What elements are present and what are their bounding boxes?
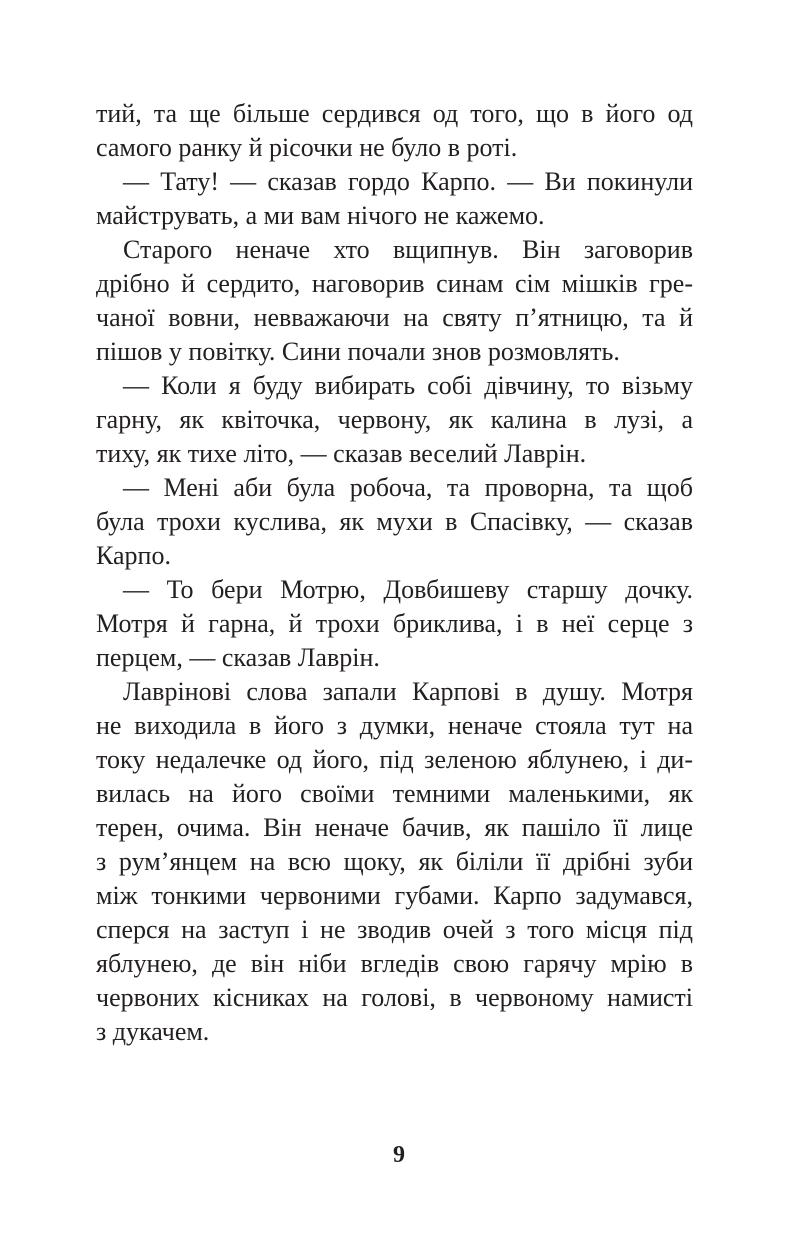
page-text: [96, 97, 693, 1049]
paragraph: [96, 165, 693, 233]
text-line: з дукачем.: [96, 1017, 210, 1046]
text-line: сперся на заступ і не зводив очей з того місця під: [96, 915, 693, 944]
text-line: перцем, — сказав Лаврін.: [96, 643, 380, 672]
text-line: Старого неначе хто вщипнув. Він заговорив: [123, 235, 693, 264]
paragraph: [96, 233, 693, 369]
text-line: терен, очима. Він неначе бачив, як пашіло її лице: [96, 813, 693, 842]
paragraph: [96, 97, 693, 165]
paragraph: [96, 675, 693, 1049]
text-line: була трохи куслива, як мухи в Спасівку, — сказав: [96, 507, 693, 536]
text-line: — Коли я буду вибирать собі дівчину, то візьму: [123, 371, 693, 400]
paragraph: [96, 573, 693, 675]
paragraph: [96, 369, 693, 471]
text-line: пішов у повітку. Сини почали знов розмовлять.: [96, 337, 620, 366]
text-line: дрібно й сердито, наговорив синам сім мішків гре-: [96, 269, 693, 298]
text-line: гарну, як квіточка, червону, як калина в лузі, а: [96, 405, 693, 434]
text-line: вилась на його своїми темними маленькими, як: [96, 779, 693, 808]
text-line: Мотря й гарна, й трохи бриклива, і в неї серце з: [96, 609, 693, 638]
text-line: току недалечке од його, під зеленою яблунею, і ди-: [96, 745, 693, 774]
text-line: між тонкими червоними губами. Карпо задумався,: [96, 881, 693, 910]
text-line: — То бери Мотрю, Довбишеву старшу дочку.: [123, 575, 693, 604]
text-line: чаної вовни, невважаючи на святу п’ятницю, та й: [96, 303, 693, 332]
paragraph: [96, 471, 693, 573]
text-line: майструвать, а ми вам нічого не кажемо.: [96, 201, 545, 230]
page-number: 9: [393, 1142, 405, 1168]
text-line: червоних кісниках на голові, в червоному намисті: [96, 983, 693, 1012]
text-line: Карпо.: [96, 541, 171, 570]
text-line: — Тату! — сказав гордо Карпо. — Ви покинули: [123, 167, 693, 196]
text-line: з рум’янцем на всю щоку, як біліли її дрібні зуби: [96, 847, 693, 876]
text-line: Лаврінові слова запали Карпові в душу. Мотря: [123, 677, 693, 706]
text-line: тий, та ще більше сердився од того, що в його од: [96, 99, 693, 128]
text-line: самого ранку й рісочки не було в роті.: [96, 133, 518, 162]
text-line: тиху, як тихе літо, — сказав веселий Лаврін.: [96, 439, 587, 468]
text-line: яблунею, де він ніби вгледів свою гарячу мрію в: [96, 949, 693, 978]
text-line: не виходила в його з думки, неначе стояла тут на: [96, 711, 693, 740]
text-line: — Мені аби була робоча, та проворна, та щоб: [123, 473, 693, 502]
